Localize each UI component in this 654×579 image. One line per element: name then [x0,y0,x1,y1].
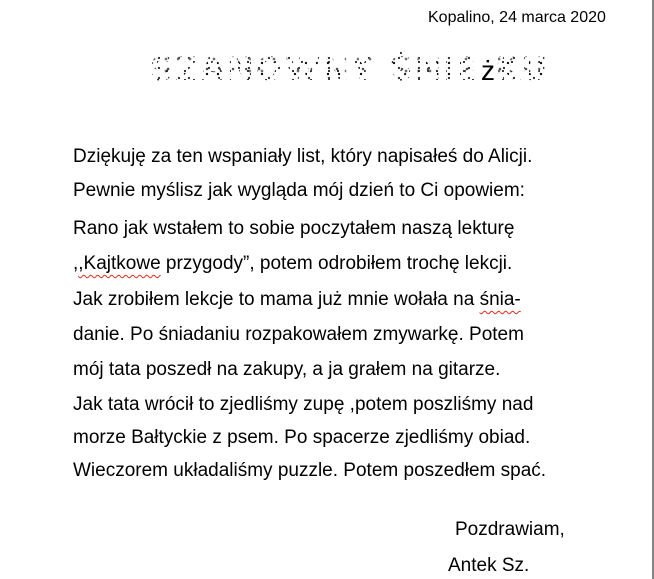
misspelled-word: śnia- [479,289,521,310]
misspelled-word: ,Kajtkowe [78,253,161,274]
paragraph-3 [73,282,524,387]
body-line [73,282,524,317]
body-line [73,421,546,454]
text-segment: Jak zrobiłem lekcje to mama już mnie wołała na [73,289,480,310]
title-decor-part1: SZANOWNY ŚNIE [150,50,481,88]
paragraph-4 [73,388,546,487]
title-plain-z-letter: ż [480,55,495,86]
text-segment: przygody”, potem odrobiłem trochę lekcji. [160,253,513,274]
text-segment: , [73,253,79,274]
text-segment: Dziękuję za ten wspaniały list, który napisałeś do Alicji. [73,146,533,167]
body-line [73,246,514,281]
paragraph-1 [73,140,532,208]
text-segment: Rano jak wstałem to sobie poczytałem naszą lekturę [73,218,515,239]
body-line [73,317,524,352]
body-line [73,140,532,174]
closing-signature: Antek Sz. [448,555,530,576]
title-decor-part2: KU [494,50,550,88]
text-segment: mój tata poszedł na zakupy, a ja grałem na gitarze. [73,359,501,380]
closing-block [448,512,565,579]
text-segment: danie. Po śniadaniu rozpakowałem zmywarkę. Potem [73,324,524,345]
body-line [73,211,514,246]
body-line [73,174,532,208]
letter-title [150,48,549,97]
text-segment: Wieczorem układaliśmy puzzle. Potem poszedłem spać. [73,460,547,481]
closing-salutation: Pozdrawiam, [455,519,565,540]
paragraph-2 [73,211,514,281]
body-line [73,388,546,421]
dateline: Kopalino, 24 marca 2020 [428,9,606,26]
body-line [73,454,546,487]
text-segment: morze Bałtyckie z psem. Po spacerze zjedliśmy obiad. [73,427,531,448]
body-line [73,352,524,387]
text-segment: Jak tata wrócił to zjedliśmy zupę ,potem poszliśmy nad [73,394,534,415]
text-segment: Pewnie myślisz jak wygląda mój dzień to Ci opowiem: [73,180,525,201]
